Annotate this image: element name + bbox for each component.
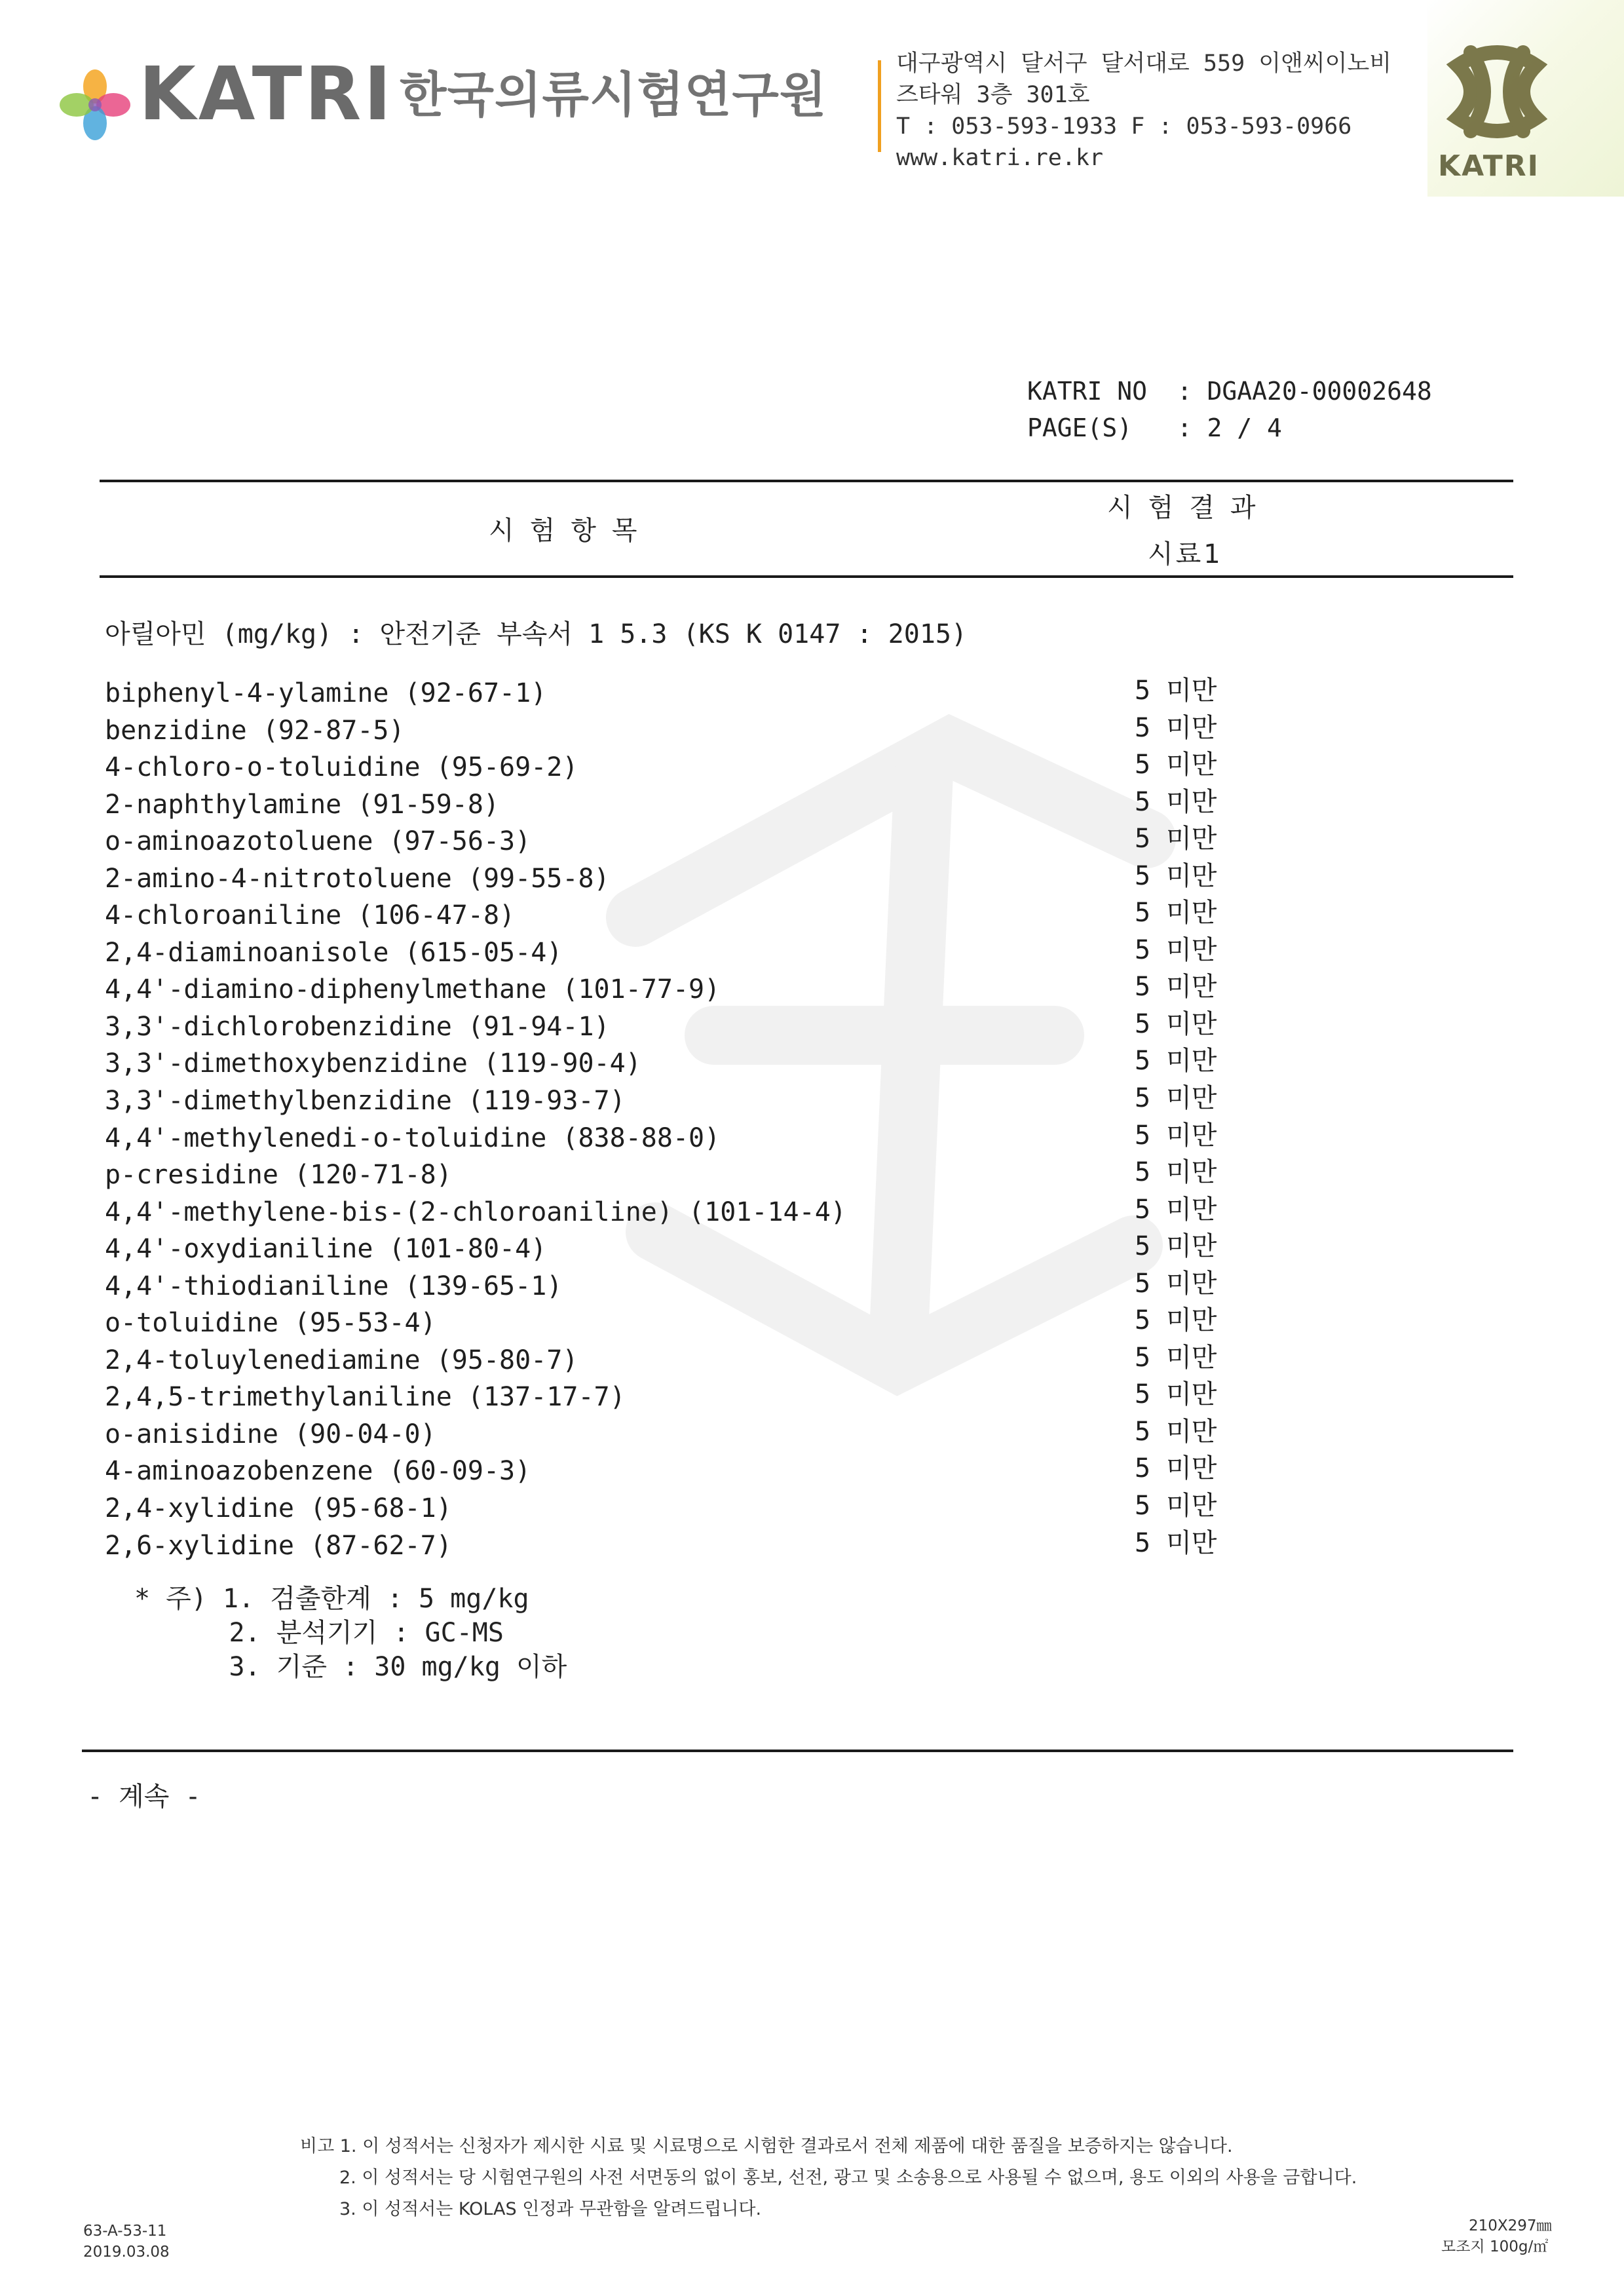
result-value: 5 미만 xyxy=(1135,1157,1217,1188)
substance-name: 2,4,5-trimethylaniline (137-17-7) xyxy=(105,1382,626,1413)
table-row xyxy=(105,897,1513,934)
table-row xyxy=(105,1082,1513,1120)
substance-name: 2,4-toluylenediamine (95-80-7) xyxy=(105,1345,578,1375)
page-indicator: PAGE(S) : 2 / 4 xyxy=(1027,413,1282,442)
result-value: 5 미만 xyxy=(1135,1379,1217,1410)
result-value: 5 미만 xyxy=(1135,1008,1217,1039)
substance-name: 4,4'-oxydianiline (101-80-4) xyxy=(105,1234,547,1265)
result-value: 5 미만 xyxy=(1135,1342,1217,1373)
table-row xyxy=(105,1231,1513,1268)
note-line-1: * 주) 1. 검출한계 : 5 mg/kg xyxy=(134,1584,529,1614)
footer-remark-3: 3. 이 성적서는 KOLAS 인정과 무관함을 알려드립니다. xyxy=(339,2199,762,2219)
address-line-1: 대구광역시 달서구 달서대로 559 이앤씨이노비 xyxy=(896,50,1392,77)
table-row xyxy=(105,1527,1513,1565)
brand-korean-name: 한국의류시험연구원 xyxy=(400,67,827,123)
result-value: 5 미만 xyxy=(1135,1231,1217,1262)
substance-name: 4,4'-diamino-diphenylmethane (101-77-9) xyxy=(105,974,721,1005)
test-item-header: 시험항목 xyxy=(489,516,653,546)
section-title: 아릴아민 (mg/kg) : 안전기준 부속서 1 5.3 (KS K 0147 : 2015) xyxy=(105,619,968,649)
substance-name: 4-aminoazobenzene (60-09-3) xyxy=(105,1456,531,1487)
result-value: 5 미만 xyxy=(1135,676,1217,706)
table-row xyxy=(105,860,1513,898)
note-line-2: 2. 분석기기 : GC-MS xyxy=(134,1618,504,1648)
result-value: 5 미만 xyxy=(1135,898,1217,928)
table-row xyxy=(105,786,1513,824)
table-row xyxy=(105,934,1513,972)
result-value: 5 미만 xyxy=(1135,1120,1217,1151)
table-row xyxy=(105,1416,1513,1453)
table-row xyxy=(105,971,1513,1008)
form-code: 63-A-53-11 xyxy=(83,2223,167,2240)
table-row xyxy=(105,1045,1513,1082)
substance-name: o-toluidine (95-53-4) xyxy=(105,1308,436,1339)
result-value: 5 미만 xyxy=(1135,1416,1217,1447)
paper-size: 210X297㎜ xyxy=(1469,2217,1552,2234)
result-value: 5 미만 xyxy=(1135,860,1217,891)
substance-name: 4,4'-thiodianiline (139-65-1) xyxy=(105,1271,563,1301)
table-row xyxy=(105,675,1513,712)
phone-fax-line: T : 053-593-1933 F : 053-593-0966 xyxy=(896,113,1352,140)
substance-name: 2-naphthylamine (91-59-8) xyxy=(105,789,500,820)
result-value: 5 미만 xyxy=(1135,1453,1217,1484)
result-value: 5 미만 xyxy=(1135,1268,1217,1299)
substance-name: 2,4-diaminoanisole (615-05-4) xyxy=(105,937,563,968)
result-value: 5 미만 xyxy=(1135,972,1217,1003)
table-bottom-rule xyxy=(82,1750,1513,1752)
table-row xyxy=(105,1194,1513,1231)
result-value: 5 미만 xyxy=(1135,750,1217,780)
table-row xyxy=(105,1157,1513,1194)
footer-remark-2: 2. 이 성적서는 당 시험연구원의 사전 서면동의 없이 홍보, 선전, 광고 및 소송용으로 사용될 수 없으며, 용도 이외의 사용을 금합니다. xyxy=(339,2168,1357,2188)
substance-name: 3,3'-dichlorobenzidine (91-94-1) xyxy=(105,1011,610,1042)
table-row xyxy=(105,1490,1513,1527)
corner-brand-label: KATRI xyxy=(1438,149,1539,183)
table-row xyxy=(105,1120,1513,1157)
table-row xyxy=(105,1268,1513,1305)
substance-name: 4-chloroaniline (106-47-8) xyxy=(105,900,516,931)
substance-name: o-aminoazotoluene (97-56-3) xyxy=(105,826,531,857)
result-value: 5 미만 xyxy=(1135,824,1217,854)
substance-name: 2-amino-4-nitrotoluene (99-55-8) xyxy=(105,863,610,894)
table-row xyxy=(105,1008,1513,1046)
table-row xyxy=(105,823,1513,860)
website-link[interactable]: www.katri.re.kr xyxy=(896,145,1104,171)
result-value: 5 미만 xyxy=(1135,1527,1217,1558)
brand-wordmark: KATRI xyxy=(139,52,394,137)
footer-remark-1: 비고 1. 이 성적서는 신청자가 제시한 시료 및 시료명으로 시험한 결과로서 전체 제품에 대한 품질을 보증하지는 않습니다. xyxy=(300,2136,1233,2156)
substance-name: 4,4'-methylene-bis-(2-chloroaniline) (101-14-4) xyxy=(105,1196,846,1227)
result-value: 5 미만 xyxy=(1135,1305,1217,1336)
substance-name: 4,4'-methylenedi-o-toluidine (838-88-0) xyxy=(105,1122,721,1153)
result-value: 5 미만 xyxy=(1135,712,1217,743)
form-date: 2019.03.08 xyxy=(83,2244,170,2261)
substance-name: biphenyl-4-ylamine (92-67-1) xyxy=(105,678,547,708)
katri-flower-logo-icon xyxy=(56,66,134,144)
table-row xyxy=(105,749,1513,786)
katri-report-number: KATRI NO : DGAA20-00002648 xyxy=(1027,377,1432,406)
result-value: 5 미만 xyxy=(1135,1491,1217,1521)
result-value: 5 미만 xyxy=(1135,786,1217,817)
result-value: 5 미만 xyxy=(1135,934,1217,965)
paper-weight: 모조지 100g/㎡ xyxy=(1441,2238,1549,2255)
note-line-3: 3. 기준 : 30 mg/kg 이하 xyxy=(134,1652,567,1682)
substance-name: 4-chloro-o-toluidine (95-69-2) xyxy=(105,752,578,783)
table-row xyxy=(105,1379,1513,1416)
substance-name: 3,3'-dimethylbenzidine (119-93-7) xyxy=(105,1086,626,1117)
katri-knot-emblem-icon xyxy=(1431,26,1562,157)
substance-name: benzidine (92-87-5) xyxy=(105,715,405,746)
table-row xyxy=(105,712,1513,750)
table-row xyxy=(105,1453,1513,1490)
test-result-header: 시험결과 xyxy=(1107,493,1272,523)
table-row xyxy=(105,1342,1513,1379)
substance-name: p-cresidine (120-71-8) xyxy=(105,1160,452,1191)
table-row xyxy=(105,1305,1513,1342)
substance-name: 3,3'-dimethoxybenzidine (119-90-4) xyxy=(105,1048,641,1079)
table-top-rule xyxy=(100,480,1513,482)
address-line-2: 즈타워 3층 301호 xyxy=(896,82,1090,108)
results-list xyxy=(105,675,1513,1564)
substance-name: o-anisidine (90-04-0) xyxy=(105,1419,436,1449)
result-value: 5 미만 xyxy=(1135,1083,1217,1114)
continued-marker: - 계속 - xyxy=(87,1782,201,1812)
result-value: 5 미만 xyxy=(1135,1194,1217,1225)
header-separator xyxy=(878,60,881,152)
substance-name: 2,6-xylidine (87-62-7) xyxy=(105,1530,452,1561)
result-value: 5 미만 xyxy=(1135,1046,1217,1077)
sample-column-header: 시료1 xyxy=(1148,539,1223,569)
substance-name: 2,4-xylidine (95-68-1) xyxy=(105,1493,452,1524)
notes-block xyxy=(134,1582,567,1684)
table-header-rule xyxy=(100,575,1513,578)
